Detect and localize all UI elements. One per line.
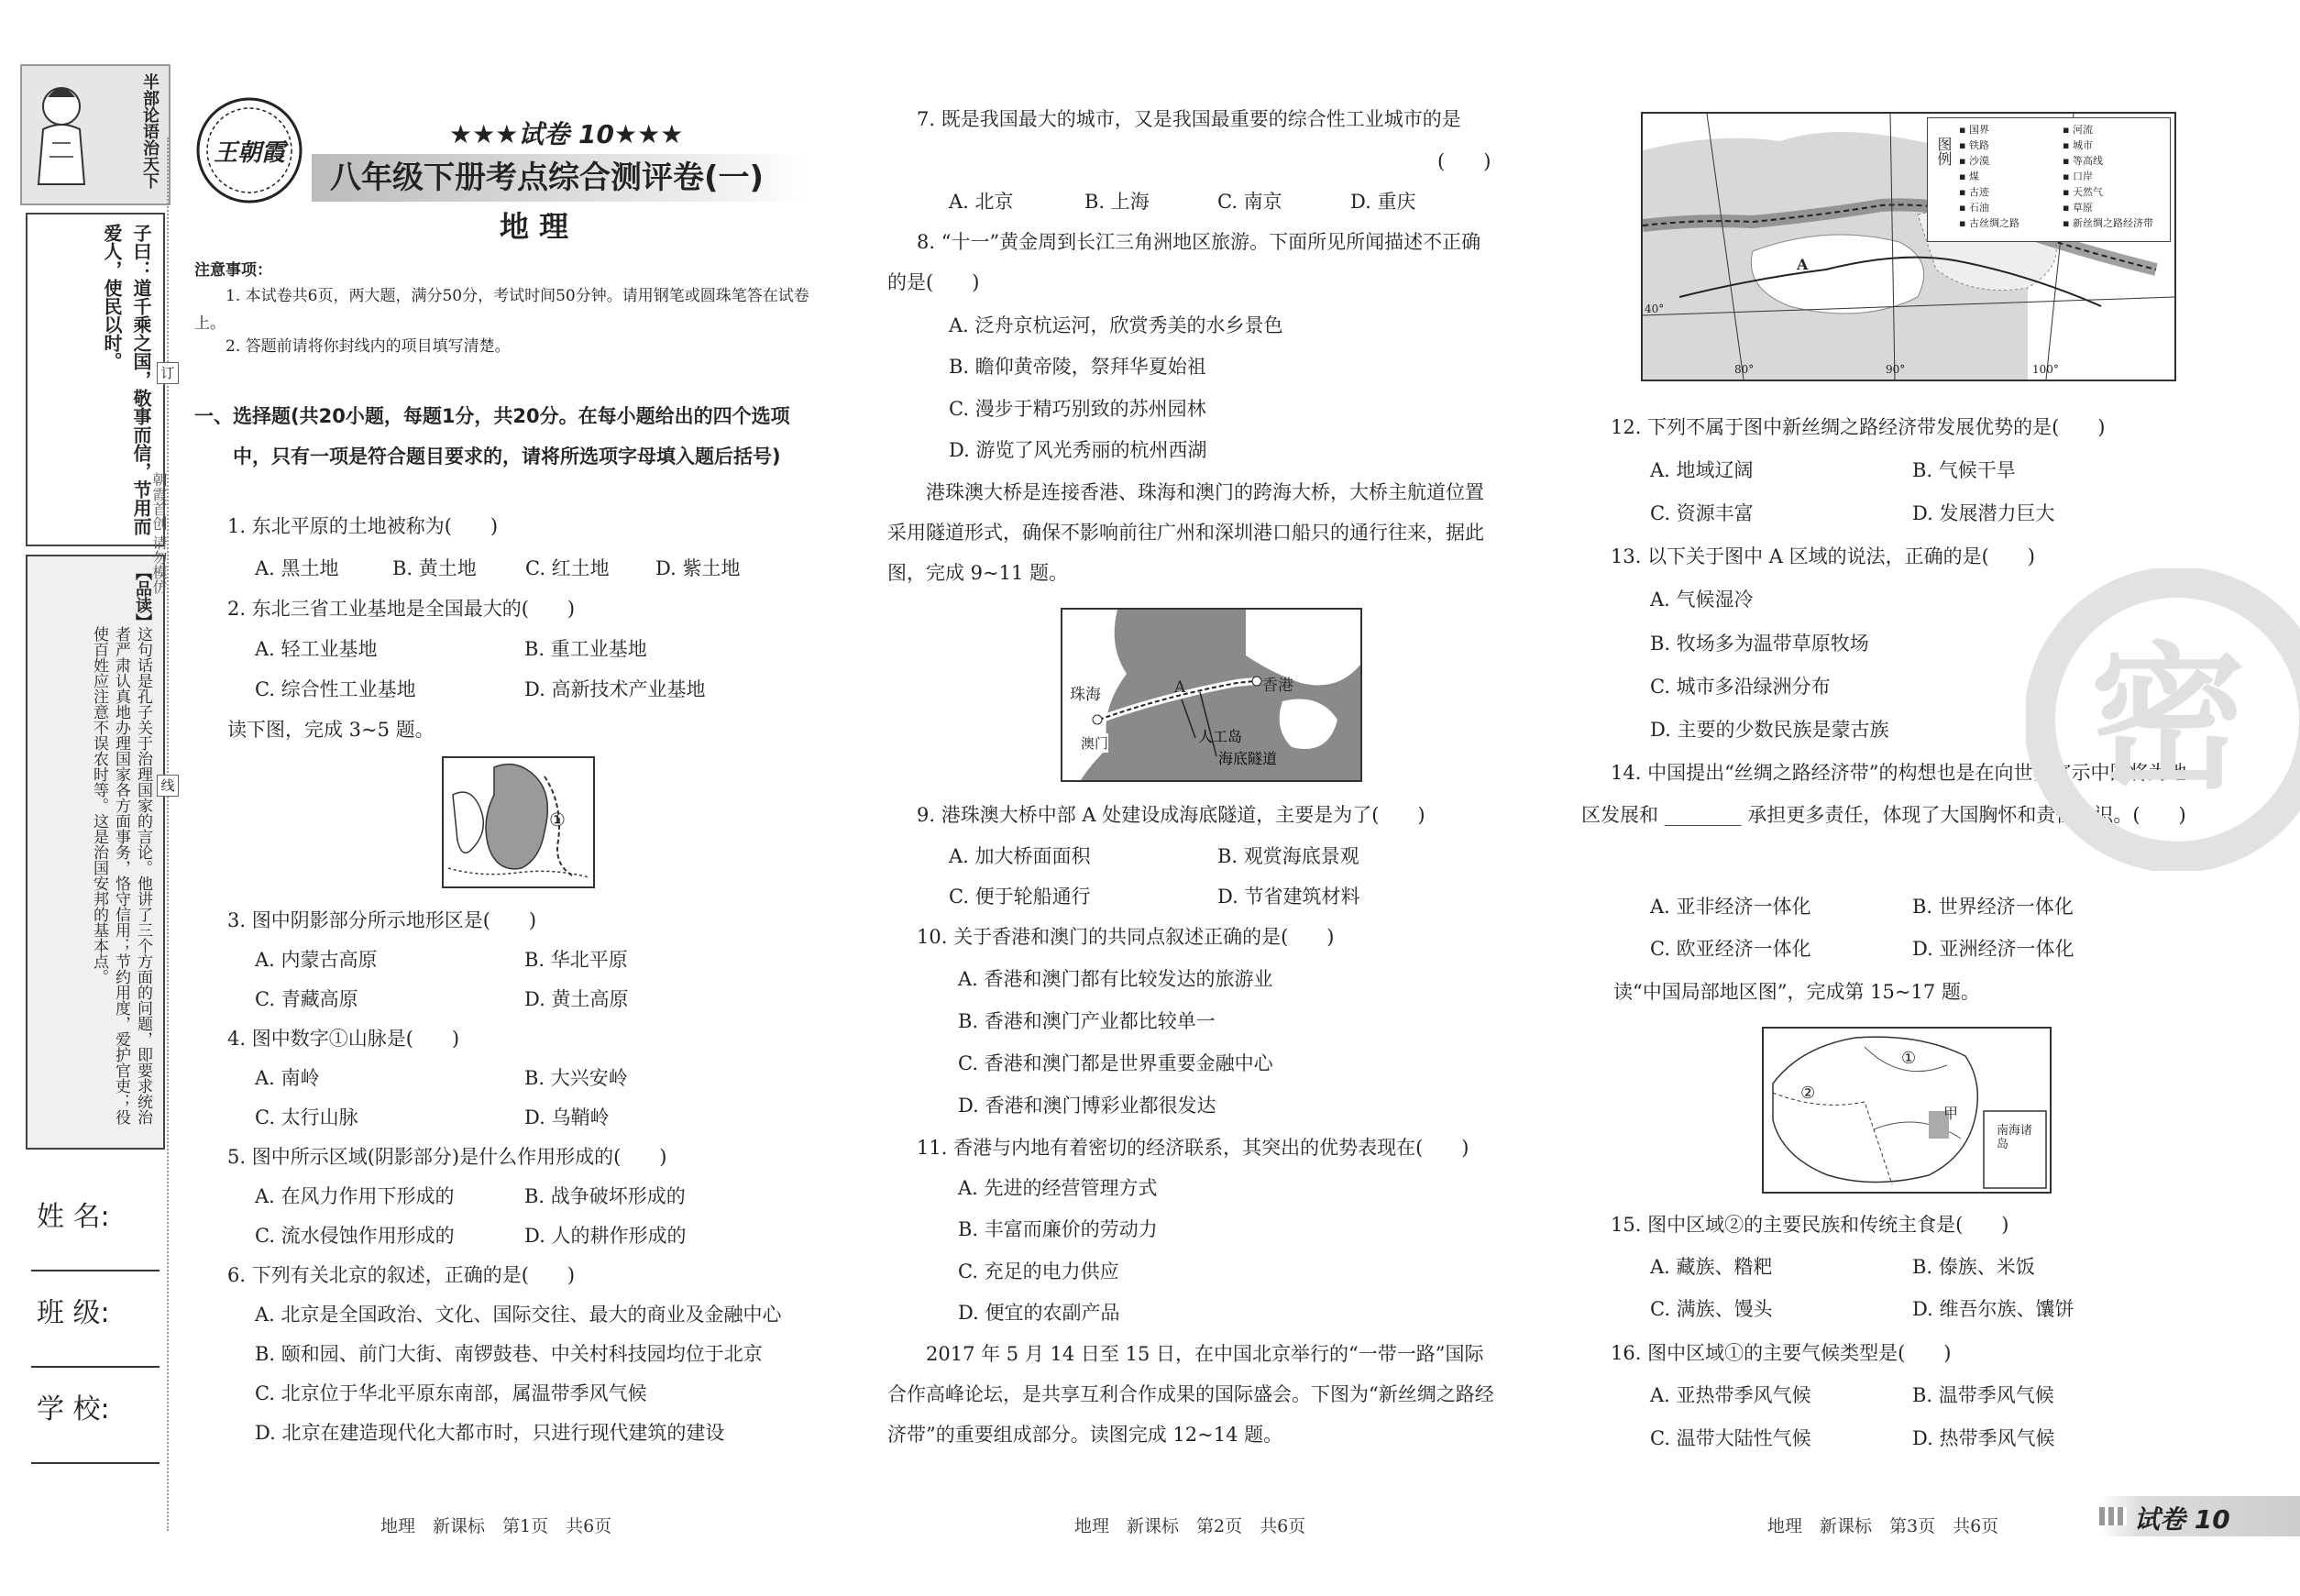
question-16: 16. 图中区域①的主要气候类型是( ) bbox=[1611, 1342, 1952, 1364]
binding-line bbox=[167, 138, 169, 1531]
question-13: 13. 以下关于图中 A 区域的说法，正确的是( ) bbox=[1611, 545, 2035, 567]
footer-page-2: 地理 新课标 第2页 共6页 bbox=[1074, 1516, 1306, 1536]
q2-option-a[interactable]: A. 轻工业基地 bbox=[255, 638, 378, 660]
q10-option-d[interactable]: D. 香港和澳门博彩业都很发达 bbox=[958, 1095, 1216, 1117]
legend-item: ▪ 古丝绸之路 bbox=[1959, 217, 2019, 229]
q4-option-c[interactable]: C. 太行山脉 bbox=[255, 1106, 358, 1128]
q5-option-b[interactable]: B. 战争破坏形成的 bbox=[524, 1185, 686, 1207]
legend-item: ▪ 河流 bbox=[2063, 124, 2093, 136]
legend-item: ▪ 石油 bbox=[1959, 202, 1989, 214]
q4-option-d[interactable]: D. 乌鞘岭 bbox=[524, 1106, 610, 1128]
q3-option-b[interactable]: B. 华北平原 bbox=[524, 949, 628, 971]
notice-title: 注意事项： bbox=[194, 261, 272, 280]
silk-road-intro: 2017 年 5 月 14 日至 15 日，在中国北京举行的“一带一路”国际合作高峰论坛，是共享互利合作成果的国际盛会。下图为“新丝绸之路经济带”的重要组成部分。读图完成 12~14 题。 bbox=[887, 1343, 1494, 1446]
q1-option-b[interactable]: B. 黄土地 bbox=[392, 557, 477, 579]
q16-option-c[interactable]: C. 温带大陆性气候 bbox=[1650, 1427, 1811, 1449]
q4-option-a[interactable]: A. 南岭 bbox=[255, 1067, 320, 1089]
legend-grid bbox=[1959, 122, 2166, 231]
q8-option-b[interactable]: B. 瞻仰黄帝陵，祭拜华夏始祖 bbox=[949, 356, 1206, 378]
reading-title: 【品读】 bbox=[133, 564, 152, 630]
q13-option-b[interactable]: B. 牧场多为温带草原牧场 bbox=[1650, 633, 1869, 655]
hzm-bridge-map bbox=[1061, 608, 1362, 782]
q7-option-b[interactable]: B. 上海 bbox=[1084, 191, 1150, 213]
legend-title: 图例 bbox=[1935, 137, 1953, 166]
read-instruction-1: 读下图，完成 3~5 题。 bbox=[227, 719, 435, 741]
q11-option-d[interactable]: D. 便宜的农副产品 bbox=[958, 1302, 1120, 1324]
q7-answer-paren[interactable]: ( ) bbox=[1437, 150, 1491, 172]
q9-option-d[interactable]: D. 节省建筑材料 bbox=[1217, 886, 1360, 908]
q11-option-b[interactable]: B. 丰富而廉价的劳动力 bbox=[958, 1218, 1158, 1240]
q1-option-c[interactable]: C. 红土地 bbox=[525, 557, 610, 579]
question-2: 2. 东北三省工业基地是全国最大的( ) bbox=[227, 598, 576, 620]
q10-option-c[interactable]: C. 香港和澳门都是世界重要金融中心 bbox=[958, 1052, 1273, 1074]
school-label: 学 校: bbox=[37, 1393, 110, 1425]
legend-item: ▪ 草原 bbox=[2063, 202, 2093, 214]
paper-number: ★★★试卷 10★★★ bbox=[449, 119, 684, 149]
name-label: 姓 名: bbox=[37, 1201, 110, 1233]
question-10: 10. 关于香港和澳门的共同点叙述正确的是( ) bbox=[917, 926, 1335, 948]
reading-text: 这句话是孔子关于治理国家的言论。他讲了三个方面的问题，即要求统治者严肃认真地办理国家各方面事务，恪守信用；节约用度，爱护官吏；役使百姓应注意不误农时等。这是治国安邦的基本点。 bbox=[90, 626, 152, 1125]
sidebar-logo-title: 半部论语治天下 bbox=[140, 73, 160, 189]
q9-option-b[interactable]: B. 观赏海底景观 bbox=[1217, 845, 1359, 867]
china-regional-map bbox=[1762, 1027, 2052, 1194]
reading-box bbox=[26, 555, 165, 1150]
seal-mark-2: 线 bbox=[157, 775, 179, 797]
q15-option-c[interactable]: C. 满族、馒头 bbox=[1650, 1298, 1773, 1320]
legend-item: ▪ 国界 bbox=[1959, 124, 1989, 136]
silk-road-map bbox=[1641, 112, 2176, 381]
bridge-label-zhuhai: 珠海 bbox=[1070, 681, 1101, 704]
class-field[interactable] bbox=[31, 1366, 160, 1368]
q2-option-b[interactable]: B. 重工业基地 bbox=[524, 638, 647, 660]
legend-item: ▪ 古迹 bbox=[1959, 186, 1989, 198]
question-15: 15. 图中区域②的主要民族和传统主食是( ) bbox=[1611, 1214, 2009, 1236]
q9-option-c[interactable]: C. 便于轮船通行 bbox=[949, 886, 1091, 908]
secret-stamp bbox=[2026, 568, 2300, 871]
question-9: 9. 港珠澳大桥中部 A 处建设成海底隧道，主要是为了( ) bbox=[917, 804, 1425, 826]
q7-option-c[interactable]: C. 南京 bbox=[1217, 191, 1282, 213]
q5-option-d[interactable]: D. 人的耕作形成的 bbox=[524, 1225, 687, 1247]
q5-option-c[interactable]: C. 流水侵蚀作用形成的 bbox=[255, 1225, 455, 1247]
q14-option-c[interactable]: C. 欧亚经济一体化 bbox=[1650, 938, 1811, 960]
q7-option-a[interactable]: A. 北京 bbox=[949, 191, 1014, 213]
silk-map-lat-label: 40° bbox=[1645, 303, 1665, 315]
badge-decoration bbox=[2099, 1507, 2127, 1525]
q4-option-b[interactable]: B. 大兴安岭 bbox=[524, 1067, 628, 1089]
binding-label: 朝霞首创 请勿模仿 bbox=[150, 472, 168, 595]
q12-option-a[interactable]: A. 地域辽阔 bbox=[1650, 459, 1754, 481]
q15-option-b[interactable]: B. 傣族、米饭 bbox=[1912, 1256, 2035, 1278]
legend-item: ▪ 天然气 bbox=[2063, 186, 2103, 198]
q3-option-d[interactable]: D. 黄土高原 bbox=[524, 988, 629, 1010]
q15-option-d[interactable]: D. 维吾尔族、馕饼 bbox=[1912, 1298, 2074, 1320]
q10-option-b[interactable]: B. 香港和澳门产业都比较单一 bbox=[958, 1010, 1216, 1032]
question-7: 7. 既是我国最大的城市，又是我国最重要的综合性工业城市的是 bbox=[917, 108, 1461, 130]
q3-option-c[interactable]: C. 青藏高原 bbox=[255, 988, 358, 1010]
q6-option-d[interactable]: D. 北京在建造现代化大都市时，只进行现代建筑的建设 bbox=[255, 1422, 725, 1444]
section1-title: 一、选择题(共20小题，每题1分，共20分。在每小题给出的四个选项中，只有一项是符合题目要求的，请将所选项字母填入题后括号) bbox=[194, 405, 790, 468]
class-label: 班 级: bbox=[37, 1297, 110, 1329]
bridge-label-macau: 澳门 bbox=[1081, 735, 1109, 752]
badge-text: 试卷 10 bbox=[2134, 1504, 2230, 1535]
bridge-label-hongkong: 香港 bbox=[1262, 677, 1293, 695]
q15-option-a[interactable]: A. 藏族、糌粑 bbox=[1650, 1256, 1773, 1278]
q13-option-d[interactable]: D. 主要的少数民族是蒙古族 bbox=[1650, 719, 1889, 741]
question-4: 4. 图中数字①山脉是( ) bbox=[227, 1028, 460, 1050]
china-map-label-jia: 甲 bbox=[1943, 1105, 1959, 1122]
name-field[interactable] bbox=[31, 1270, 160, 1271]
silk-map-lon-100: 100° bbox=[2032, 363, 2059, 376]
footer-page-1: 地理 新课标 第1页 共6页 bbox=[380, 1516, 612, 1536]
question-12: 12. 下列不属于图中新丝绸之路经济带发展优势的是( ) bbox=[1611, 416, 2106, 438]
notice-item-1: 1. 本试卷共6页，两大题，满分50分，考试时间50分钟。请用钢笔或圆珠笔答在试卷上。 bbox=[194, 287, 809, 333]
silk-map-lon-80: 80° bbox=[1734, 363, 1755, 376]
q2-option-c[interactable]: C. 综合性工业基地 bbox=[255, 678, 416, 700]
q9-option-a[interactable]: A. 加大桥面面积 bbox=[949, 845, 1091, 867]
q2-option-d[interactable]: D. 高新技术产业基地 bbox=[524, 678, 706, 700]
silk-map-legend bbox=[1927, 117, 2171, 242]
q6-option-b[interactable]: B. 颐和园、前门大街、南锣鼓巷、中关村科技园均位于北京 bbox=[255, 1343, 763, 1365]
q12-option-b[interactable]: B. 气候干旱 bbox=[1912, 459, 2016, 481]
legend-item: ▪ 煤 bbox=[1959, 171, 1979, 182]
loess-plateau-map bbox=[442, 756, 595, 888]
china-map-label-1: ① bbox=[1901, 1049, 1917, 1068]
q14-option-b[interactable]: B. 世界经济一体化 bbox=[1912, 896, 2074, 918]
legend-item: ▪ 沙漠 bbox=[1959, 155, 1989, 167]
bridge-intro: 港珠澳大桥是连接香港、珠海和澳门的跨海大桥，大桥主航道位置采用隧道形式，确保不影响前往广州和深圳港口船只的通行往来，据此图，完成 9~11 题。 bbox=[887, 481, 1484, 584]
legend-item: ▪ 铁路 bbox=[1959, 139, 1989, 151]
q8-option-c[interactable]: C. 漫步于精巧别致的苏州园林 bbox=[949, 398, 1206, 420]
q14-option-d[interactable]: D. 亚洲经济一体化 bbox=[1912, 938, 2074, 960]
bridge-label-point-a: A bbox=[1174, 678, 1186, 697]
secret-stamp-char: 密 bbox=[2090, 629, 2247, 810]
question-3: 3. 图中阴影部分所示地形区是( ) bbox=[227, 909, 537, 931]
sidebar-logo bbox=[20, 64, 171, 205]
legend-item: ▪ 城市 bbox=[2063, 139, 2093, 151]
legend-item: ▪ 新丝绸之路经济带 bbox=[2063, 217, 2153, 229]
brand-logo bbox=[194, 95, 304, 205]
q12-option-c[interactable]: C. 资源丰富 bbox=[1650, 502, 1754, 524]
left-sidebar bbox=[20, 64, 167, 1164]
question-14: 14. 中国提出“丝绸之路经济带”的构想也是在向世界宣示中国将为地区发展和 ________ 承担更多责任，体现了大国胸怀和责任意识。( ) bbox=[1581, 762, 2187, 826]
school-field[interactable] bbox=[31, 1462, 160, 1464]
brand-name: 王朝霞 bbox=[213, 139, 285, 167]
q1-option-d[interactable]: D. 紫土地 bbox=[655, 557, 741, 579]
question-11: 11. 香港与内地有着密切的经济联系，其突出的优势表现在( ) bbox=[917, 1137, 1469, 1159]
footer-page-3: 地理 新课标 第3页 共6页 bbox=[1767, 1516, 1999, 1536]
paper-title: 八年级下册考点综合测评卷(一) bbox=[330, 160, 765, 196]
q8-option-a[interactable]: A. 泛舟京杭运河，欣赏秀美的水乡景色 bbox=[949, 314, 1283, 336]
legend-item: ▪ 口岸 bbox=[2063, 171, 2093, 182]
q16-option-d[interactable]: D. 热带季风气候 bbox=[1912, 1427, 2055, 1449]
q13-option-c[interactable]: C. 城市多沿绿洲分布 bbox=[1650, 676, 1831, 698]
question-5: 5. 图中所示区域(阴影部分)是什么作用形成的( ) bbox=[227, 1146, 667, 1168]
q13-option-a[interactable]: A. 气候湿冷 bbox=[1650, 589, 1754, 611]
q16-option-b[interactable]: B. 温带季风气候 bbox=[1912, 1384, 2054, 1406]
read-instruction-2: 读“中国局部地区图”，完成第 15~17 题。 bbox=[1613, 981, 1980, 1003]
q6-option-c[interactable]: C. 北京位于华北平原东南部，属温带季风气候 bbox=[255, 1382, 647, 1404]
map1-mountain-label: ① bbox=[549, 809, 566, 831]
legend-item: ▪ 等高线 bbox=[2063, 155, 2103, 167]
silk-map-lon-90: 90° bbox=[1886, 363, 1906, 376]
bridge-label-tunnel: 海底隧道 bbox=[1218, 750, 1278, 767]
notice-item-2: 2. 答题前请将你封线内的项目填写清楚。 bbox=[226, 337, 511, 356]
q7-option-d[interactable]: D. 重庆 bbox=[1350, 191, 1416, 213]
question-1: 1. 东北平原的土地被称为( ) bbox=[227, 515, 499, 537]
q10-option-a[interactable]: A. 香港和澳门都有比较发达的旅游业 bbox=[958, 968, 1273, 990]
question-6: 6. 下列有关北京的叙述，正确的是( ) bbox=[227, 1264, 576, 1286]
bridge-label-island: 人工岛 bbox=[1198, 728, 1243, 745]
q8-option-d[interactable]: D. 游览了风光秀丽的杭州西湖 bbox=[949, 439, 1207, 461]
q3-option-a[interactable]: A. 内蒙古高原 bbox=[255, 949, 378, 971]
q11-option-a[interactable]: A. 先进的经营管理方式 bbox=[958, 1177, 1158, 1199]
q12-option-d[interactable]: D. 发展潜力巨大 bbox=[1912, 502, 2055, 524]
q1-option-a[interactable]: A. 黑土地 bbox=[255, 557, 339, 579]
seal-mark-1: 订 bbox=[157, 362, 179, 384]
china-map-label-2: ② bbox=[1800, 1084, 1816, 1103]
subject-title: 地 理 bbox=[500, 209, 569, 244]
q14-option-a[interactable]: A. 亚非经济一体化 bbox=[1650, 896, 1811, 918]
q6-option-a[interactable]: A. 北京是全国政治、文化、国际交往、最大的商业及金融中心 bbox=[255, 1304, 782, 1326]
paper-badge bbox=[2099, 1496, 2300, 1536]
south-sea-inset-label: 南海诸岛 bbox=[1997, 1124, 2033, 1151]
q5-option-a[interactable]: A. 在风力作用下形成的 bbox=[255, 1185, 455, 1207]
q11-option-c[interactable]: C. 充足的电力供应 bbox=[958, 1260, 1119, 1282]
question-8: 8. “十一”黄金周到长江三角洲地区旅游。下面所见所闻描述不正确的是( ) bbox=[887, 231, 1481, 293]
quote-box bbox=[26, 213, 165, 546]
q16-option-a[interactable]: A. 亚热带季风气候 bbox=[1650, 1384, 1811, 1406]
confucius-figure-icon bbox=[29, 79, 94, 189]
quote-text: 子曰：道千乘之国，敬事而信，节用而爱人，使民以时。 bbox=[101, 224, 152, 535]
silk-map-label-a: A bbox=[1797, 256, 1809, 273]
